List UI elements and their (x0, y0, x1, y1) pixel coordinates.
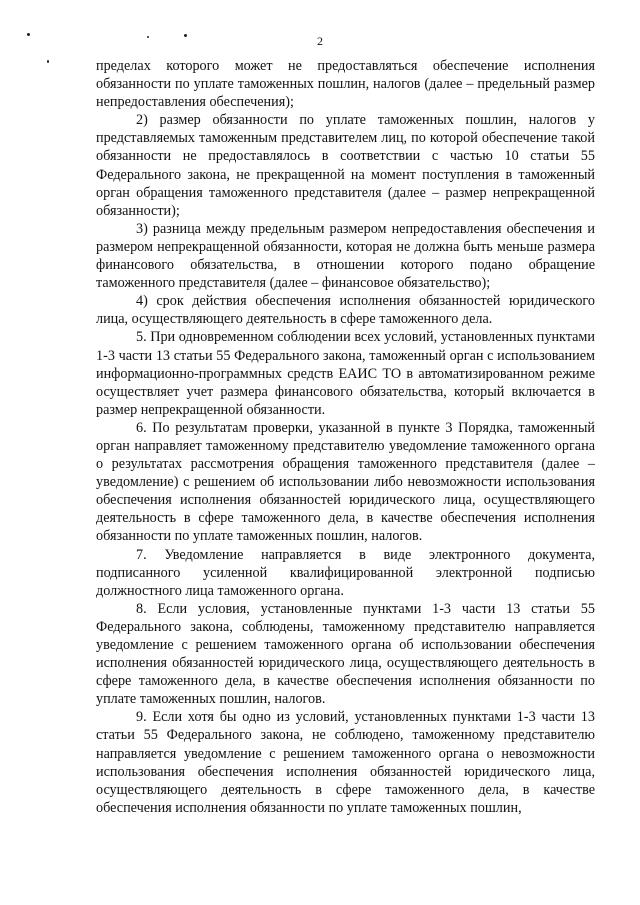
paragraph: 5. При одновременном соблюдении всех условий, установленных пунктами 1-3 части 13 статьи 55 Федерального закона, таможенный орган с использованием информационно-программных средств ЕАИС ТО в автоматизированном режиме осуществляет учет размера финансового обязательства, который включается в размер непрекращенной обязанности. (96, 329, 595, 418)
paragraph: 6. По результатам проверки, указанной в пункте 3 Порядка, таможенный орган направляет таможенному представителю уведомление таможенного органа о результатах рассмотрения обращения таможенного представителя (далее – уведомление) с решением об использовании либо невозможности использования обеспечения исполнения обязанностей юридического лица, осуществляющего деятельность в сфере таможенного дела, в качестве обеспечения исполнения обязанности по уплате таможенных пошлин, налогов. (96, 419, 595, 545)
paragraph: пределах которого может не предоставляться обеспечение исполнения обязанности по уплате таможенных пошлин, налогов (далее – предельный размер непредоставления обеспечения); (96, 58, 595, 111)
paragraph: 3) разница между предельным размером непредоставления обеспечения и размером непрекращенной обязанности, которая не должна быть меньше размера финансового обязательства, в отношении которого подано обращение таможенного представителя (далее – финансовое обязательство); (96, 220, 595, 292)
page-number: 2 (317, 34, 323, 48)
paragraph: 4) срок действия обеспечения исполнения обязанностей юридического лица, осуществляющего деятельность в сфере таможенного дела. (96, 293, 595, 328)
paragraph: 7. Уведомление направляется в виде электронного документа, подписанного усиленной квалифицированной электронной подписью должностного лица таможенного органа. (96, 546, 595, 599)
paragraph: 8. Если условия, установленные пунктами 1-3 части 13 статьи 55 Федерального закона, соблюдены, таможенному представителю направляется уведомление с решением таможенного органа об использовании обеспечения исполнения обязанностей юридического лица, осуществляющего деятельность в сфере таможенного дела, в качестве обеспечения исполнения обязанности по уплате таможенных пошлин, налогов. (96, 600, 595, 708)
document-body (96, 57, 595, 817)
scan-speck (47, 60, 49, 63)
paragraph: 9. Если хотя бы одно из условий, установленных пунктами 1-3 части 13 статьи 55 Федерального закона, не соблюдено, таможенному представителю направляется уведомление с решением таможенного органа о невозможности использования обеспечения исполнения обязанностей юридического лица, осуществляющего деятельность в сфере таможенного дела, в качестве обеспечения исполнения обязанности по уплате таможенных пошлин, (96, 709, 595, 816)
paragraph: 2) размер обязанности по уплате таможенных пошлин, налогов у представляемых таможенным представителем лиц, по которой обеспечение такой обязанности не предоставлялось в соответствии с частью 10 статьи 55 Федерального закона, не прекращенной на момент поступления в таможенный орган обращения таможенного представителя (далее – размер непрекращенной обязанности); (96, 112, 595, 219)
